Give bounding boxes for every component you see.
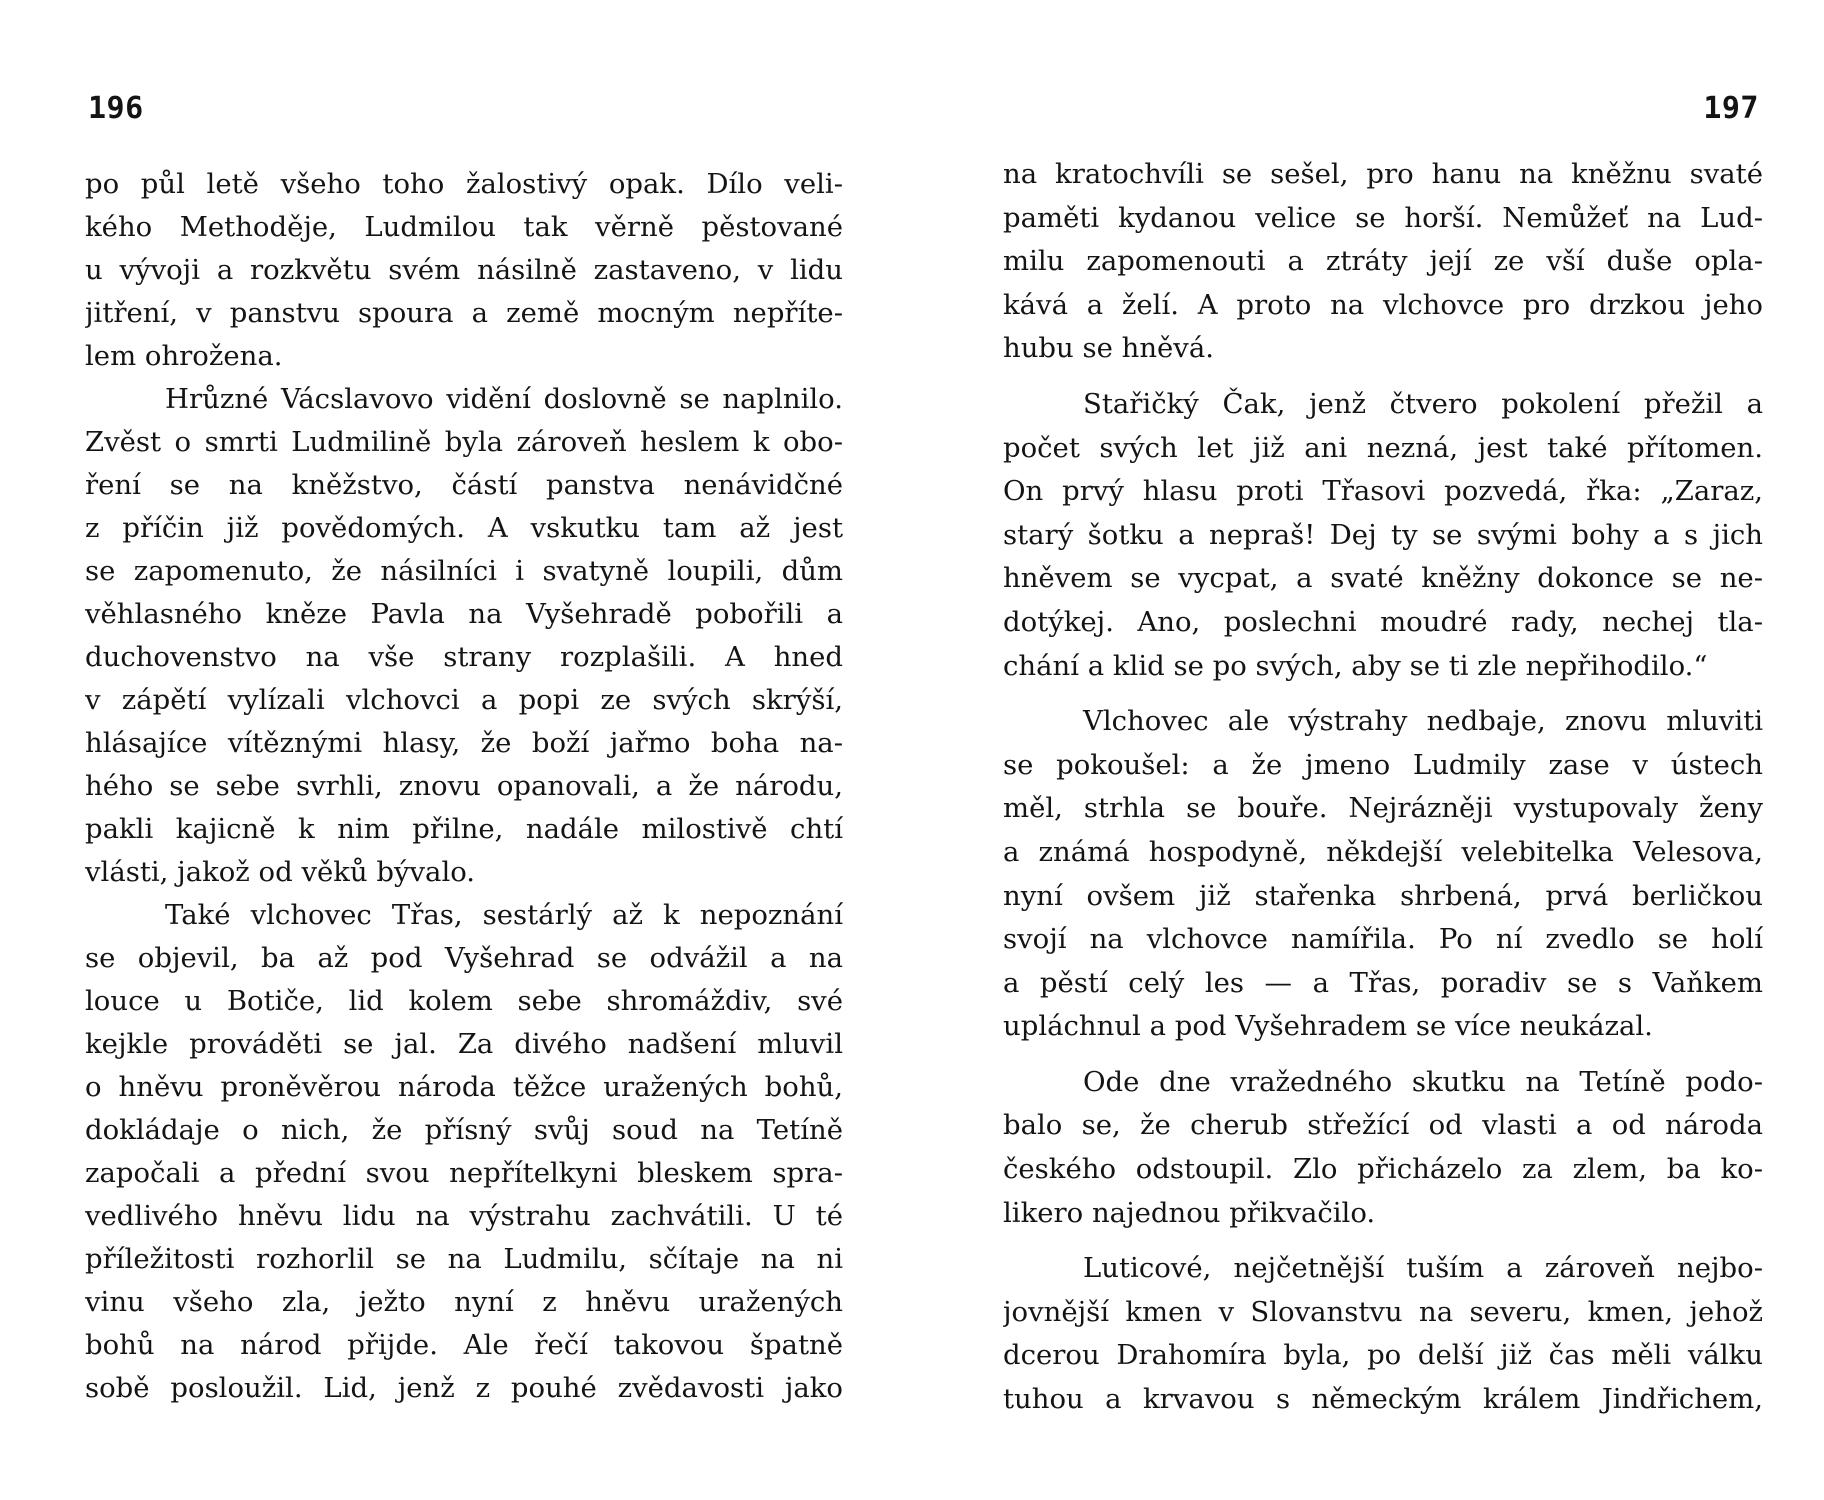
right-page-text-line: Ode dne vražedného skutku na Tetíně podo- xyxy=(1083,1065,1763,1098)
left-page-text-line: jitření, v panstvu spoura a země mocným nepříte- xyxy=(85,297,843,329)
right-page-text-line: počet svých let již ani nezná, jest také přítomen. xyxy=(1003,431,1763,464)
right-page-text-line: milu zapomenouti a ztráty její ze vší duše opla- xyxy=(1003,245,1763,278)
right-page-text-line: na kratochvíli se sešel, pro hanu na kněžnu svaté xyxy=(1003,158,1763,190)
right-page-text-line: nyní ovšem již stařenka shrbená, prvá berličkou xyxy=(1003,879,1763,912)
right-page-text-line: Stařičký Čak, jenž čtvero pokolení přežil a xyxy=(1083,387,1763,420)
page-number-right: 197 xyxy=(1703,91,1759,126)
paragraph-gap xyxy=(1003,1049,1763,1061)
left-page xyxy=(85,0,843,1500)
page-number-left: 196 xyxy=(88,91,144,126)
left-page-text xyxy=(85,163,843,1410)
right-page-text xyxy=(1003,153,1763,1422)
left-page-text-line: kého Methoděje, Ludmilou tak věrně pěstované xyxy=(85,211,843,243)
left-page-text-line: dokládaje o nich, že přísný svůj soud na Tetíně xyxy=(85,1114,843,1146)
right-page-text-line: likero najednou přikvačilo. xyxy=(1003,1196,1376,1229)
right-page-text-line: tuhou a krvavou s německým králem Jindřichem, xyxy=(1003,1383,1763,1416)
left-page-text-line: Také vlchovec Třas, sestárlý až k nepoznání xyxy=(165,899,843,931)
left-page-text-line: u vývoji a rozkvětu svém násilně zastaveno, v lidu xyxy=(85,254,843,286)
left-page-text-line: věhlasného kněze Pavla na Vyšehradě pobořili a xyxy=(85,598,843,630)
left-page-text-line: pakli kajicně k nim přilne, nadále milostivě chtí xyxy=(85,813,843,845)
left-page-text-line: vlásti, jakož od věků bývalo. xyxy=(85,856,476,888)
left-page-text-line: lem ohrožena. xyxy=(85,340,283,372)
left-page-text-line: hého se sebe svrhli, znovu opanovali, a že národu, xyxy=(85,770,843,802)
right-page-text-line: Vlchovec ale výstrahy nedbaje, znovu mluviti xyxy=(1083,705,1763,738)
left-page-text-line: ření se na kněžstvo, částí panstva nenávidčné xyxy=(85,469,843,501)
right-page-text-line: svojí na vlchovce namířila. Po ní zvedlo se holí xyxy=(1003,923,1763,956)
right-page-text-line: balo se, že cherub střežící od vlasti a od národa xyxy=(1003,1109,1763,1142)
right-page-text-line: paměti kydanou velice se horší. Nemůžeť na Lud- xyxy=(1003,201,1763,234)
left-page-text-line: po půl letě všeho toho žalostivý opak. Dílo veli- xyxy=(85,168,843,200)
left-page-text-line: o hněvu proněvěrou národa těžce uražených bohů, xyxy=(85,1071,843,1103)
left-page-text-line: se zapomenuto, že násilníci i svatyně loupili, dům xyxy=(85,555,843,587)
left-page-text-line: příležitosti rozhorlil se na Ludmilu, sčítaje na ni xyxy=(85,1243,843,1275)
right-page-text-line: On prvý hlasu proti Třasovi pozvedá, řka: „Zaraz, xyxy=(1003,475,1763,508)
right-page xyxy=(1003,0,1763,1500)
left-page-text-line: louce u Botiče, lid kolem sebe shromáždiv, své xyxy=(85,985,843,1017)
right-page-text-line: dotýkej. Ano, poslechni moudré rady, nechej tla- xyxy=(1003,605,1763,638)
right-page-text-line: a pěstí celý les — a Třas, poradiv se s Vaňkem xyxy=(1003,966,1763,999)
right-page-text-line: Luticové, nejčetnější tuším a zároveň nejbo- xyxy=(1083,1252,1763,1285)
right-page-text-line: se pokoušel: a že jmeno Ludmily zase v ústech xyxy=(1003,748,1763,781)
right-page-text-line: hubu se hněvá. xyxy=(1003,332,1214,365)
left-page-text-line: z příčin již povědomých. A vskutku tam až jest xyxy=(85,512,843,544)
right-page-text-line: hněvem se vycpat, a svaté kněžny dokonce se ne- xyxy=(1003,562,1763,595)
left-page-text-line: vinu všeho zla, ježto nyní z hněvu uražených xyxy=(85,1286,843,1318)
left-page-text-line: hlásajíce vítěznými hlasy, že boží jařmo boha na- xyxy=(85,727,843,759)
right-page-text-line: měl, strhla se bouře. Nejrázněji vystupovaly ženy xyxy=(1003,792,1763,825)
left-page-text-line: započali a přední svou nepřítelkyni bleskem spra- xyxy=(85,1157,843,1189)
left-page-text-line: bohů na národ přijde. Ale řečí takovou špatně xyxy=(85,1329,843,1361)
left-page-text-line: duchovenstvo na vše strany rozplašili. A hned xyxy=(85,641,843,673)
paragraph-gap xyxy=(1003,688,1763,700)
right-page-text-line: kává a želí. A proto na vlchovce pro drzkou jeho xyxy=(1003,288,1763,321)
left-page-text-line: Zvěst o smrti Ludmilině byla zároveň heslem k obo- xyxy=(85,426,843,458)
left-page-text-line: kejkle prováděti se jal. Za divého nadšení mluvil xyxy=(85,1028,843,1060)
left-page-text-line: v zápětí vylízali vlchovci a popi ze svých skrýší, xyxy=(85,684,843,716)
right-page-text-line: starý šotku a nepraš! Dej ty se svými bohy a s jich xyxy=(1003,518,1763,551)
right-page-text-line: upláchnul a pod Vyšehradem se více neukázal. xyxy=(1003,1010,1653,1043)
right-page-text-line: dcerou Drahomíra byla, po delší již čas měli válku xyxy=(1003,1339,1763,1372)
left-page-text-line: vedlivého hněvu lidu na výstrahu zachvátili. U té xyxy=(85,1200,843,1232)
paragraph-gap xyxy=(1003,371,1763,383)
right-page-text-line: jovnější kmen v Slovanstvu na severu, kmen, jehož xyxy=(1003,1295,1763,1328)
right-page-text-line: a známá hospodyně, někdejší velebitelka Velesova, xyxy=(1003,835,1763,868)
left-page-text-line: se objevil, ba až pod Vyšehrad se odvážil a na xyxy=(85,942,843,974)
left-page-text-line: Hrůzné Vácslavovo vidění doslovně se naplnilo. xyxy=(165,383,843,415)
paragraph-gap xyxy=(1003,1235,1763,1247)
right-page-text-line: českého odstoupil. Zlo přicházelo za zlem, ba ko- xyxy=(1003,1153,1763,1186)
left-page-text-line: sobě posloužil. Lid, jenž z pouhé zvědavosti jako xyxy=(85,1372,843,1404)
right-page-text-line: chání a klid se po svých, aby se ti zle nepřihodilo.“ xyxy=(1003,649,1708,682)
